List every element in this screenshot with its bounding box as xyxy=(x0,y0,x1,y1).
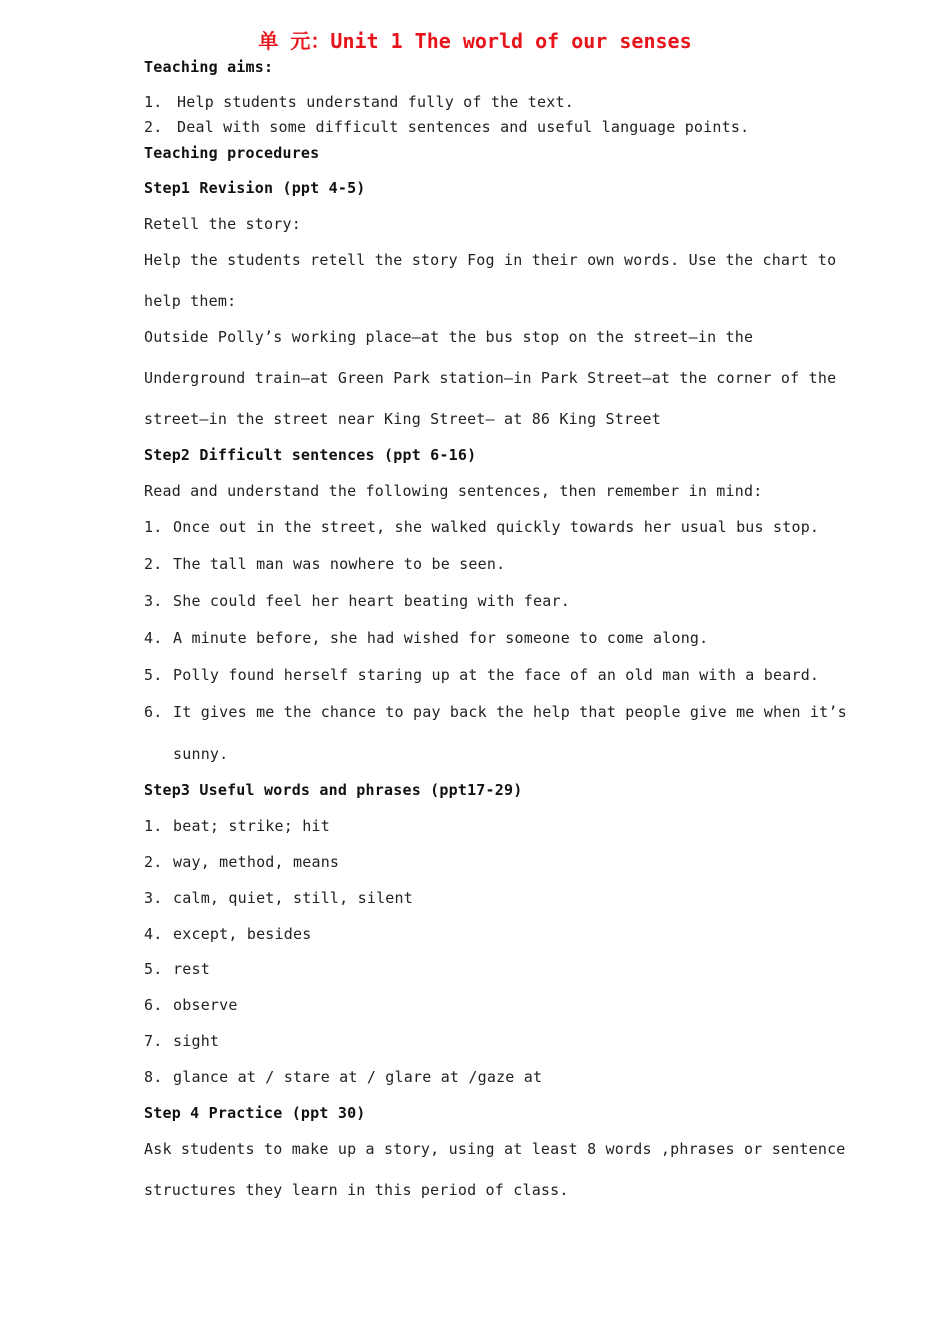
aim-text: Deal with some difficult sentences and useful language points. xyxy=(177,118,750,136)
word-item xyxy=(144,816,330,836)
sentence-number: 3. xyxy=(144,592,163,610)
word-number: 3. xyxy=(144,889,163,907)
step2-heading: Step2 Difficult sentences (ppt 6-16) xyxy=(144,446,477,464)
word-number: 1. xyxy=(144,817,163,835)
sentence-number: 4. xyxy=(144,629,163,647)
word-text: beat; strike; hit xyxy=(173,817,330,835)
sentence-number: 6. xyxy=(144,703,163,721)
sentence-item xyxy=(144,628,708,648)
procedures-heading: Teaching procedures xyxy=(144,144,320,162)
word-item xyxy=(144,1031,219,1051)
sentence-item xyxy=(144,517,819,537)
step1-line: Help the students retell the story Fog in their own words. Use the chart to xyxy=(144,251,837,269)
word-item xyxy=(144,959,210,979)
step1-line: Retell the story: xyxy=(144,215,301,233)
sentence-text: The tall man was nowhere to be seen. xyxy=(173,555,506,573)
word-number: 2. xyxy=(144,853,163,871)
page-title: 单 元：Unit 1 The world of our senses xyxy=(258,29,692,53)
word-number: 6. xyxy=(144,996,163,1014)
sentence-item xyxy=(144,554,505,574)
step2-intro: Read and understand the following sentences, then remember in mind: xyxy=(144,482,763,500)
word-number: 7. xyxy=(144,1032,163,1050)
word-text: rest xyxy=(173,960,210,978)
sentence-text: A minute before, she had wished for someone to come along. xyxy=(173,629,709,647)
word-number: 5. xyxy=(144,960,163,978)
aim-item xyxy=(144,117,749,137)
aims-heading: Teaching aims: xyxy=(144,58,274,76)
aim-item xyxy=(144,92,574,112)
sentence-text: Once out in the street, she walked quickly towards her usual bus stop. xyxy=(173,518,820,536)
step1-line: help them: xyxy=(144,292,237,310)
word-item xyxy=(144,852,339,872)
word-text: calm, quiet, still, silent xyxy=(173,889,413,907)
sentence-text: She could feel her heart beating with fear. xyxy=(173,592,570,610)
step4-heading: Step 4 Practice (ppt 30) xyxy=(144,1104,366,1122)
sentence-continuation: sunny. xyxy=(173,745,229,763)
word-item xyxy=(144,924,311,944)
word-number: 8. xyxy=(144,1068,163,1086)
word-item xyxy=(144,888,413,908)
step3-heading: Step3 Useful words and phrases (ppt17-29) xyxy=(144,781,523,799)
sentence-text: It gives me the chance to pay back the help that people give me when it’s xyxy=(173,703,847,721)
word-text: glance at / stare at / glare at /gaze at xyxy=(173,1068,543,1086)
aim-number: 1. xyxy=(144,93,163,111)
step1-line: Outside Polly’s working place—at the bus stop on the street—in the xyxy=(144,328,754,346)
sentence-text: Polly found herself staring up at the face of an old man with a beard. xyxy=(173,666,820,684)
sentence-number: 1. xyxy=(144,518,163,536)
step1-line: street—in the street near King Street— at 86 King Street xyxy=(144,410,661,428)
word-text: observe xyxy=(173,996,238,1014)
word-text: way, method, means xyxy=(173,853,340,871)
aim-text: Help students understand fully of the text. xyxy=(177,93,574,111)
step1-heading: Step1 Revision (ppt 4-5) xyxy=(144,179,366,197)
word-text: sight xyxy=(173,1032,220,1050)
sentence-item xyxy=(144,665,819,685)
sentence-item xyxy=(144,591,570,611)
word-item xyxy=(144,1067,542,1087)
step4-line: structures they learn in this period of class. xyxy=(144,1181,569,1199)
step4-line: Ask students to make up a story, using at least 8 words ,phrases or sentence xyxy=(144,1140,846,1158)
word-text: except, besides xyxy=(173,925,312,943)
sentence-number: 2. xyxy=(144,555,163,573)
word-number: 4. xyxy=(144,925,163,943)
step1-line: Underground train—at Green Park station—in Park Street—at the corner of the xyxy=(144,369,837,387)
sentence-number: 5. xyxy=(144,666,163,684)
word-item xyxy=(144,995,238,1015)
aim-number: 2. xyxy=(144,118,163,136)
sentence-item xyxy=(144,702,847,722)
